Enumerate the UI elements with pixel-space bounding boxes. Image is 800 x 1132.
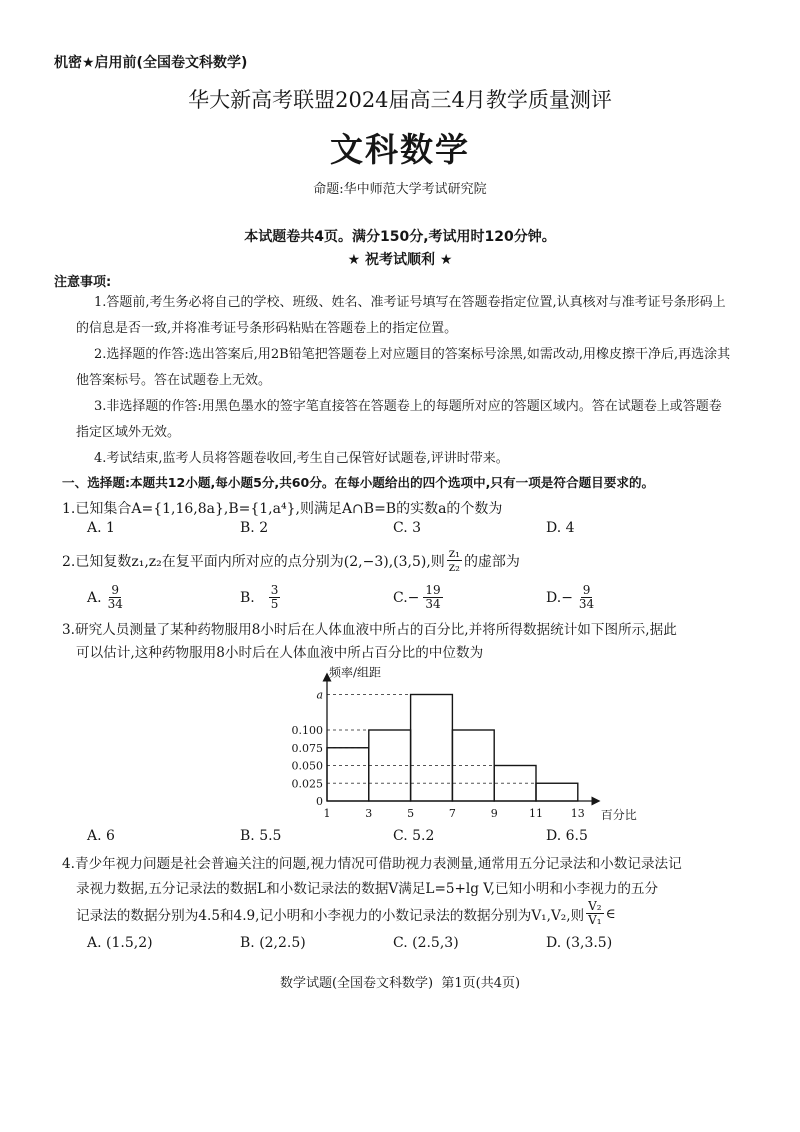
q4-line3-pre: 记录法的数据分别为4.5和4.9,记小明和小李视力的小数记录法的数据分别为V₁,V₂,则 [76,907,585,924]
q1-option-c: C. 3 [393,520,422,536]
q3-option-b: B. 5.5 [240,828,282,844]
fraction-numerator: 9 [111,583,120,597]
q3-option-a: A. 6 [87,828,115,844]
x-tick-label: 5 [407,807,415,820]
q2-option-label: C. [393,589,408,606]
fraction-denominator: 34 [107,597,123,611]
q1-option-a: A. 1 [87,520,115,536]
fraction-denominator: 5 [270,597,279,611]
note-item: 4.考试结束,监考人员将答题卷收回,考生自己保管好试题卷,评讲时带来。 [94,451,509,466]
chart-bars [327,695,578,802]
y-tick-label: 0.075 [291,741,323,755]
y-tick-labels [292,689,324,809]
y-tick-label: 0.100 [291,724,323,737]
x-tick-labels [324,807,585,820]
q3-option-d: D. 6.5 [546,828,588,844]
q4-frac-num: V₂ [588,899,602,913]
subject-title: 文科数学 [330,130,470,169]
exam-info: 本试题卷共4页。满分150分,考试用时120分钟。 [244,229,556,245]
x-tick-label: 11 [529,807,543,820]
question-3-stem-line-1: 3.研究人员测量了某种药物服用8小时后在人体血液中所占的百分比,并将所得数据统计如下图所示,据此 [62,622,677,638]
q2-frac-den: z₂ [448,560,460,574]
confidential-label: 机密★启用前(全国卷文科数学) [54,55,248,71]
q2-stem-pre: 2.已知复数z₁,z₂在复平面内所对应的点分别为(2,−3),(3,5),则 [62,553,445,570]
fraction-numerator: 19 [425,583,441,597]
x-tick-label: 1 [323,807,331,820]
q1-option-b: B. 2 [240,520,269,536]
notes-title: 注意事项: [54,275,112,290]
q2-option-label: D. [546,589,562,606]
note-item: 3.非选择题的作答:用黑色墨水的签字笔直接答在答题卷上的每题所对应的答题区域内。答在试题卷上或答题卷指定区域外无效。 [76,399,722,440]
question-4-line-3 [76,900,616,927]
question-4-line-1: 4.青少年视力问题是社会普遍关注的问题,视力情况可借助视力表测量,通常用五分记录法和小数记录法记 [62,856,682,872]
q2-option-label: A. [87,589,102,606]
histogram-bar [536,783,578,801]
q4-frac-den: V₁ [588,913,602,927]
fraction-numerator: 9 [582,583,591,597]
section-title: 一、选择题:本题共12小题,每小题5分,共60分。在每小题给出的四个选项中,只有一项是符合题目要求的。 [62,475,655,490]
q4-line3-post: ∈ [605,905,616,922]
q3-option-c: C. 5.2 [393,828,435,844]
y-tick-label: 0 [316,795,323,808]
q4-option-d: D. (3,3.5) [546,935,613,951]
question-4-line-2: 录视力数据,五分记录法的数据L和小数记录法的数据V满足L=5+lg V,已知小明和小李视力的五分 [76,881,659,897]
question-1-stem: 1.已知集合A={1,16,8a},B={1,a⁴},则满足A∩B=B的实数a的个数为 [62,501,503,517]
q2-option-sign: − [561,589,573,606]
x-axis-label: 百分比 [600,808,637,822]
y-tick-label: 0.025 [291,777,323,791]
x-tick-label: 9 [490,807,498,820]
q2-stem-post: 的虚部为 [463,553,520,570]
q4-fraction [586,900,603,927]
y-axis-label: 频率/组距 [329,665,382,680]
x-tick-label: 13 [570,807,585,820]
page-footer: 数学试题(全国卷文科数学) 第1页(共4页) [279,976,521,991]
author-line: 命题:华中师范大学考试研究院 [313,182,487,197]
histogram-bar [327,748,369,801]
q4-option-b: B. (2,2.5) [240,935,306,951]
q2-option-label: B. [240,589,255,606]
q2-frac-num: z₁ [448,546,460,560]
note-item: 2.选择题的作答:选出答案后,用2B铅笔把答题卷上对应题目的答案标号涂黑,如需改动,用橡皮擦干净后,再选涂其他答案标号。答在试题卷上无效。 [76,347,731,388]
histogram-bar [411,695,453,802]
x-tick-label: 3 [365,807,373,820]
fraction-denominator: 34 [425,597,441,611]
exam-title: 华大新高考联盟2024届高三4月教学质量测评 [188,88,612,112]
q4-option-c: C. (2.5,3) [393,935,459,951]
q2-option-sign: − [407,589,420,606]
fraction-denominator: 34 [578,597,595,611]
q4-option-a: A. (1.5,2) [87,935,153,951]
good-luck-line: ★ 祝考试顺利 ★ [347,252,453,268]
y-tick-label: a [316,688,323,702]
question-3-stem-line-2: 可以估计,这种药物服用8小时后在人体血液中所占百分比的中位数为 [76,645,484,661]
x-tick-label: 7 [448,807,456,820]
q1-option-d: D. 4 [546,520,575,536]
note-item: 1.答题前,考生务必将自己的学校、班级、姓名、准考证号填写在答题卷指定位置,认真核对与准考证号条形码上的信息是否一致,并将准考证号条形码粘贴在答题卷上的指定位置。 [76,295,726,336]
fraction-numerator: 3 [270,583,279,597]
y-tick-label: 0.050 [291,759,323,773]
